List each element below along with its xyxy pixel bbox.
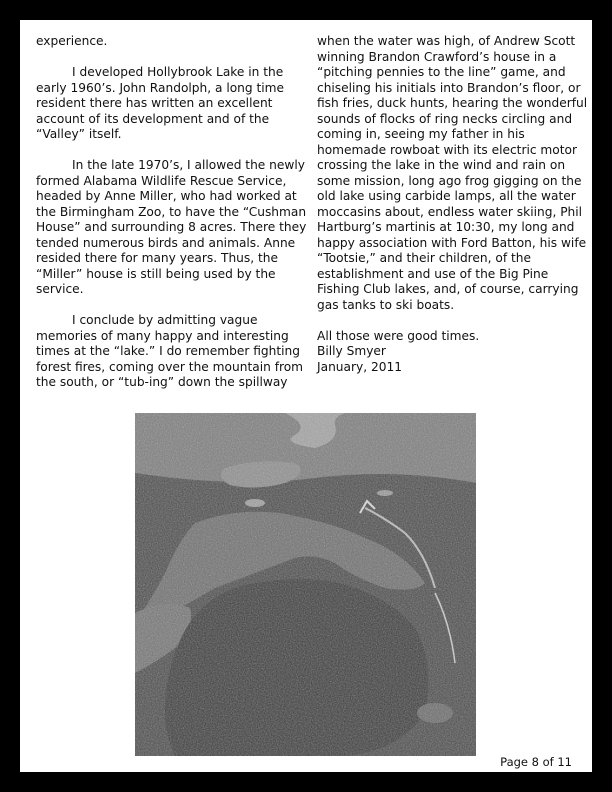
signature-block	[317, 329, 589, 376]
paragraph-memories: when the water was high, of Andrew Scott winning Brandon Crawford’s house in a “pitching pennies to the line” game, and chiseling his initials into Brandon’s floor, or fish fries, duck hunts, hearing the wonderful sounds of flocks of ring necks circling and coming in, seeing my father in his homemade rowboat with its electric motor crossing the lake in the wind and rain on some mission, long ago frog gigging on the old lake using carbide lamps, all the water moccasins about, endless water skiing, Phil Hartburg’s martinis at 10:30, my long and happy association with Ford Batton, his wife “Tootsie,” and their children, of the establishment and use of the Big Pine Fishing Club lakes, and, of course, carrying gas tanks to ski boats.	[317, 34, 588, 312]
paragraph-experience: experience.	[36, 34, 108, 48]
document-page	[20, 20, 592, 772]
paragraph-wildlife-rescue: In the late 1970’s, I allowed the newly formed Alabama Wildlife Rescue Service, headed by Anne Miller, who had worked at the Birmingham Zoo, to have the “Cushman House” and surrounding 8 acres. There they tended numerous birds and animals. Anne resided there for many years. Thus, the “Miller” house is still being used by the service.	[36, 158, 307, 296]
paragraph-hollybrook: I developed Hollybrook Lake in the early 1960’s. John Randolph, a long time resident there has written an excellent account of its development and of the “Valley” itself.	[36, 65, 285, 141]
closing-line: All those were good times.	[317, 328, 480, 343]
aerial-lake-photo	[135, 413, 476, 756]
page-number: Page 8 of 11	[500, 755, 572, 769]
paragraph-conclusion: I conclude by admitting vague memories of many happy and interesting times at the “lake.” I do remember fighting forest fires, coming over the mountain from the south, or “tub-ing” down the spillway	[36, 313, 304, 389]
author-name: Billy Smyer	[317, 344, 386, 358]
left-column	[36, 34, 308, 391]
author-date: January, 2011	[317, 359, 402, 374]
right-column	[317, 34, 589, 375]
